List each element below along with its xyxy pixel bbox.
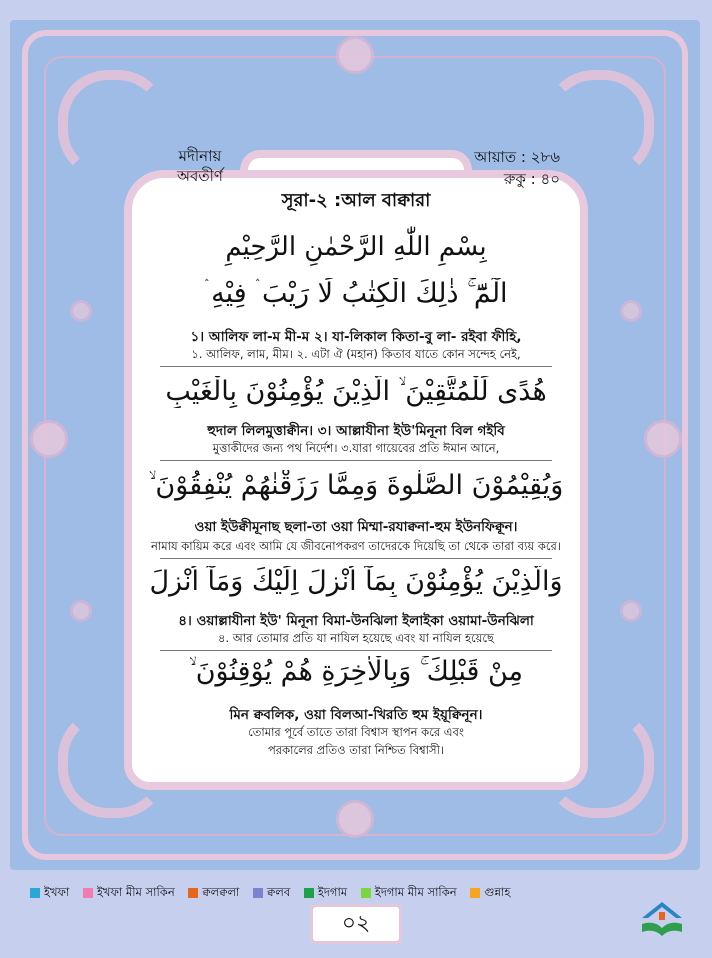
verse-meaning-5a: তোমার পূর্বে তাতে তারা বিশ্বাস স্থাপন করে এবং: [248, 725, 464, 739]
revelation-line2: অবতীর্ণ: [177, 167, 223, 185]
verse-arabic-4: وَالَّذِيْنَ يُؤْمِنُوْنَ بِمَآ اُنْزِلَ اِلَيْكَ وَمَآ اُنْزِلَ: [149, 566, 563, 597]
swatch-icon: [188, 888, 198, 898]
legend-item: [188, 884, 239, 903]
legend-item: [361, 884, 457, 903]
flower-ornament-icon: [70, 300, 92, 322]
verse-meaning-4: ৪. আর তোমার প্রতি যা নাযিল হয়েছে এবং যা নাযিল হয়েছে: [217, 631, 495, 645]
bismillah: بِسْمِ اللّٰهِ الرَّحْمٰنِ الرَّحِيْمِ: [225, 232, 487, 262]
ayat-count: আয়াত : ২৮৬: [474, 148, 560, 166]
swatch-icon: [253, 888, 263, 898]
flower-ornament-icon: [620, 600, 642, 622]
verse-divider: [160, 366, 552, 367]
revelation-place: [150, 146, 250, 186]
verse-transliteration-4: ৪। ওয়াল্লাযীনা ইউ' মিনূনা বিমা-উনঝিলা ইলাইকা ওয়ামা-উনঝিলা: [178, 613, 534, 629]
legend-label: ইখফা মীম সাকিন: [96, 885, 175, 899]
legend-label: ইখফা: [44, 885, 70, 899]
verse-meaning-1: ১. আলিফ, লাম, মীম। ২. এটা ঐ (মহান) কিতাব যাতে কোন সন্দেহ নেই,: [191, 347, 521, 361]
verse-transliteration-1: ১। আলিফ লা-ম মী-ম ২। যা-লিকাল কিতা-বু লা- রইবা ফীহি,: [190, 329, 522, 345]
verse-divider: [160, 650, 552, 651]
verse-arabic-3: وَيُقِيْمُوْنَ الصَّلٰوةَ وَمِمَّا رَزَقْنٰهُمْ يُنْفِقُوْنَ ۙ: [148, 470, 564, 501]
flower-ornament-icon: [336, 800, 374, 838]
surah-title: সূরা-২ :আল বাক্বারা: [281, 190, 431, 211]
swatch-icon: [470, 888, 480, 898]
verse-divider: [160, 460, 552, 461]
verse-arabic-5: مِنْ قَبْلِكَ ۚ وَبِالْاٰخِرَةِ هُمْ يُوْقِنُوْنَ ۙ: [188, 656, 523, 687]
verse-transliteration-3: ওয়া ইউক্বীমূনাছ ছলা-তা ওয়া মিম্মা-রযাক্বনা-হুম ইউনফিক্বূন।: [194, 519, 518, 535]
page-number: ০২: [310, 904, 402, 944]
ruku-count: রুকু : ৪০: [503, 170, 560, 188]
verse-meaning-2: মুত্তাকীদের জন্য পথ নির্দেশ। ৩.যারা গায়েবের প্রতি ঈমান আনে,: [212, 441, 500, 455]
swatch-icon: [304, 888, 314, 898]
verse-transliteration-2: হুদাল লিলমুত্তাক্বীন। ৩। আল্লাযীনা ইউ'মিনূনা বিল গইবি: [207, 423, 505, 439]
flower-ornament-icon: [336, 36, 374, 74]
legend-label: ক্বলক্বলা: [202, 885, 240, 899]
swatch-icon: [30, 888, 40, 898]
legend-item: [304, 884, 347, 903]
flower-ornament-icon: [620, 300, 642, 322]
flower-ornament-icon: [30, 420, 68, 458]
ornament-corner-icon: [544, 70, 654, 180]
swatch-icon: [361, 888, 371, 898]
verse-transliteration-5: মিন ক্ববলিক, ওয়া বিলআ-খিরতি হুম ইয়ূক্বিনূন।: [229, 707, 483, 723]
legend-item: [83, 884, 175, 903]
legend-label: ইদগাম মীম সাকিন: [374, 885, 457, 899]
verse-arabic-2: هُدًى لِّلْمُتَّقِيْنَ ۙ الَّذِيْنَ يُؤْمِنُوْنَ بِالْغَيْبِ: [165, 376, 547, 407]
legend-item: [470, 884, 510, 903]
verse-meaning-3: নামায কায়িম করে এবং আমি যে জীবনোপকরণ তাদেরকে দিয়েছি তা থেকে তারা ব্যয় করে।: [151, 539, 561, 553]
verse-arabic-1: الٓمّٓ ۚ ذٰلِكَ الْكِتٰبُ لَا رَيْبَ ۛ فِيْهِ ۛ: [204, 278, 508, 309]
verse-divider: [160, 558, 552, 559]
surah-info: [420, 146, 560, 190]
swatch-icon: [83, 888, 93, 898]
tajweed-legend: [30, 884, 680, 904]
publisher-logo-icon: [636, 898, 688, 942]
legend-item: [30, 884, 69, 903]
verse-meaning-5b: পরকালের প্রতিও তারা নিশ্চিত বিশ্বাসী।: [267, 743, 445, 757]
legend-label: ইদগাম: [317, 885, 348, 899]
legend-label: গুন্নাহ: [484, 885, 511, 899]
legend-label: ক্বলব: [267, 885, 291, 899]
revelation-line1: মদীনায়: [178, 147, 222, 165]
flower-ornament-icon: [644, 420, 682, 458]
flower-ornament-icon: [70, 600, 92, 622]
legend-item: [253, 884, 290, 903]
